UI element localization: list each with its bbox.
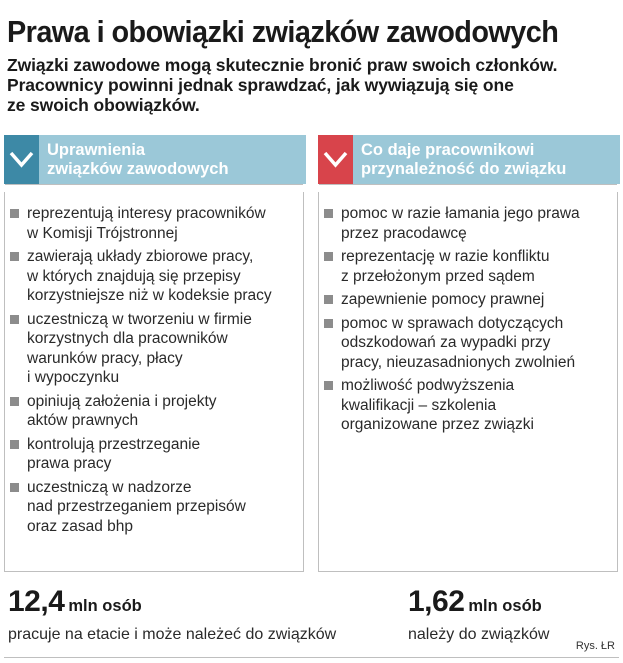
bullet-square-icon xyxy=(324,381,333,390)
list-item-line: pracy, nieuzasadnionych zwolnień xyxy=(341,353,576,371)
heading-line: Co daje pracownikowi xyxy=(361,141,535,159)
bullet-square-icon xyxy=(10,440,19,449)
list-item-line: zawierają układy zbiorowe pracy, xyxy=(27,248,254,265)
list-item-line: pomoc w razie łamania jego prawa xyxy=(341,205,580,222)
list-item-line: odszkodowań za wypadki przy xyxy=(341,334,551,351)
list-item xyxy=(10,392,297,431)
heading-line: Uprawnienia xyxy=(47,141,146,159)
stat-description: należy do związków xyxy=(408,626,550,643)
lead-text xyxy=(7,55,617,115)
stat-unit: mln osób xyxy=(68,597,142,615)
list-item-line: oraz zasad bhp xyxy=(27,517,133,535)
list-item-line: korzystnych dla pracowników xyxy=(27,330,228,347)
list-item-line: z przełożonym przed sądem xyxy=(341,267,535,285)
bullet-square-icon xyxy=(324,295,333,304)
bullet-square-icon xyxy=(10,397,19,406)
list-item xyxy=(10,478,297,537)
heading-line: związków zawodowych xyxy=(47,160,229,178)
benefits-panel-header xyxy=(318,135,620,184)
list-item xyxy=(324,376,611,435)
credit: Rys. ŁR xyxy=(575,640,615,652)
list-item xyxy=(10,247,297,306)
list-item xyxy=(10,204,297,243)
list-item-line: opiniują założenia i projekty xyxy=(27,392,217,410)
lead-line: Pracownicy powinni jednak sprawdzać, jak wywiązują się one xyxy=(7,75,514,95)
lead-line: Związki zawodowe mogą skutecznie bronić praw swoich członków. xyxy=(7,55,558,75)
bullet-square-icon xyxy=(10,483,19,492)
chevron-down-icon xyxy=(4,135,39,184)
list-item-line: reprezentację w razie konfliktu xyxy=(341,248,550,265)
bullet-square-icon xyxy=(324,209,333,218)
page-title: Prawa i obowiązki związków zawodowych xyxy=(7,14,559,49)
stat-description: pracuje na etacie i może należeć do związków xyxy=(8,626,337,643)
list-item-line: aktów prawnych xyxy=(27,412,139,429)
benefits-panel xyxy=(318,135,620,573)
bullet-square-icon xyxy=(10,209,19,218)
chevron-down-icon xyxy=(318,135,353,184)
rights-panel-heading xyxy=(47,141,302,179)
members-stat xyxy=(408,585,550,643)
stat-value: 1,62 xyxy=(408,585,465,618)
list-item-line: prawa pracy xyxy=(27,455,112,472)
list-item-line: i wypoczynku xyxy=(27,369,120,386)
lead-line: ze swoich obowiązków. xyxy=(7,95,200,115)
divider xyxy=(4,657,619,658)
benefits-list xyxy=(319,192,617,435)
rights-panel xyxy=(4,135,306,573)
benefits-panel-heading xyxy=(361,141,616,179)
list-item xyxy=(324,204,611,243)
stat-unit: mln osób xyxy=(468,597,542,615)
list-item-line: możliwość podwyższenia xyxy=(341,377,515,394)
rights-panel-body xyxy=(4,192,304,572)
list-item-line: korzystniejsze niż w kodeksie pracy xyxy=(27,287,272,304)
list-item-line: w Komisji Trójstronnej xyxy=(27,224,178,242)
rights-panel-header xyxy=(4,135,306,184)
bullet-square-icon xyxy=(324,319,333,328)
list-item-line: zapewnienie pomocy prawnej xyxy=(341,291,545,308)
list-item-line: w których znajdują się przepisy xyxy=(27,267,241,285)
heading-line: przynależność do związku xyxy=(361,160,567,178)
list-item-line: warunków pracy, płacy xyxy=(27,349,183,367)
list-item-line: uczestniczą w nadzorze xyxy=(27,478,192,496)
list-item xyxy=(10,310,297,388)
list-item-line: nad przestrzeganiem przepisów xyxy=(27,498,246,515)
stat-value: 12,4 xyxy=(8,585,65,618)
bullet-square-icon xyxy=(10,252,19,261)
list-item xyxy=(324,314,611,373)
list-item-line: kontrolują przestrzeganie xyxy=(27,435,201,453)
list-item-line: przez pracodawcę xyxy=(341,224,467,242)
bullet-square-icon xyxy=(10,315,19,324)
list-item-line: reprezentują interesy pracowników xyxy=(27,205,266,222)
list-item xyxy=(324,290,611,310)
list-item-line: uczestniczą w tworzeniu w firmie xyxy=(27,310,252,328)
list-item-line: organizowane przez związki xyxy=(341,416,534,433)
list-item xyxy=(324,247,611,286)
list-item xyxy=(10,435,297,474)
list-item-line: kwalifikacji – szkolenia xyxy=(341,396,497,414)
bullet-square-icon xyxy=(324,252,333,261)
rights-list xyxy=(5,192,303,536)
list-item-line: pomoc w sprawach dotyczących xyxy=(341,314,564,332)
benefits-panel-body xyxy=(318,192,618,572)
employed-stat xyxy=(8,585,337,643)
